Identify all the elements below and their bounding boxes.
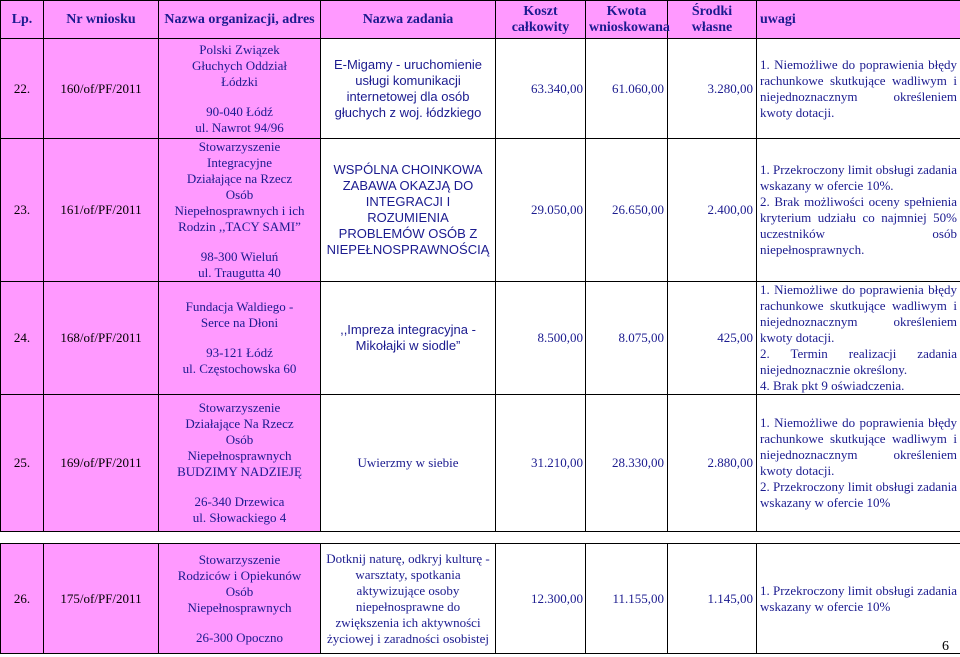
row-requested: 8.075,00: [586, 282, 668, 395]
header-requested: Kwota wnioskowana: [586, 1, 668, 39]
org-line: BUDZIMY NADZIEJĘ: [177, 464, 302, 479]
header-remarks: uwagi: [757, 1, 960, 39]
row-nr: 168/of/PF/2011: [44, 282, 159, 395]
org-line: Działające na Rzecz: [186, 171, 293, 186]
remark-line: 1. Niemożliwe do poprawienia błędy rachunkowe skutkujące wadliwym i niejednoznacznym określeniem kwoty dotacji.: [760, 56, 957, 120]
org-line: Fundacja Waldiego -: [185, 299, 294, 314]
row-remarks: [757, 395, 960, 532]
page-number: 6: [942, 639, 949, 654]
remark-line: 2. Brak możliwości oceny spełnienia kryterium udziału co najmniej 50% uczestników osób niepełnosprawnych.: [760, 194, 957, 257]
table-row: [1, 39, 960, 139]
row-nr: 175/of/PF/2011: [44, 544, 159, 654]
addr-line: ul. Częstochowska 60: [182, 361, 297, 376]
table-row: [1, 139, 960, 282]
row-org: [159, 39, 321, 139]
addr-line: ul. Traugutta 40: [198, 265, 281, 280]
table-row: [1, 544, 960, 654]
addr-line: 26-300 Opoczno: [195, 629, 283, 645]
header-org: Nazwa organizacji, adres: [159, 1, 321, 39]
org-line: Integracyjne: [207, 155, 272, 170]
org-line: Niepełnosprawnych i ich: [174, 203, 305, 218]
row-remarks: [757, 39, 960, 139]
addr-line: 90-040 Łódź: [206, 103, 273, 119]
row-task: E-Migamy - uruchomienie usługi komunikacji internetowej dla osób głuchych z woj. łódzkiego: [321, 39, 496, 139]
row-task: WSPÓLNA CHOINKOWA ZABAWA OKAZJĄ DO INTEGRACJI I ROZUMIENIA PROBLEMÓW OSÓB Z NIEPEŁNOSPRAWNOŚCIĄ: [321, 139, 496, 282]
row-remarks: [757, 139, 960, 282]
remark-line: 1. Niemożliwe do poprawienia błędy rachunkowe skutkujące wadliwym i niejednoznacznym określeniem kwoty dotacji.: [760, 415, 957, 478]
row-task: ,,Impreza integracyjna - Mikołajki w siodle”: [321, 282, 496, 395]
org-line: Niepełnosprawnych: [187, 599, 292, 615]
addr-line: ul. Nawrot 94/96: [195, 119, 284, 135]
row-task: Dotknij naturę, odkryj kulturę - warsztaty, spotkania aktywizujące osoby niepełnosprawne do zwiększenia ich aktywności życiowej i zaradności osobistej: [321, 544, 496, 654]
row-lp: 25.: [1, 395, 44, 532]
row-org: [159, 139, 321, 282]
header-total: Koszt całkowity: [496, 1, 586, 39]
row-total: 63.340,00: [496, 39, 586, 139]
org-line: Łódzki: [221, 73, 258, 89]
remark-line: 2. Termin realizacji zadania niejednoznacznie określony.: [760, 346, 957, 377]
row-lp: 23.: [1, 139, 44, 282]
org-line: Stowarzyszenie: [198, 139, 281, 154]
row-own: 2.880,00: [668, 395, 757, 532]
row-lp: 22.: [1, 39, 44, 139]
row-org: [159, 282, 321, 395]
row-remarks: [757, 282, 960, 395]
org-line: Głuchych Oddział: [192, 57, 287, 73]
addr-line: 98-300 Wieluń: [200, 249, 279, 264]
table-row: [1, 282, 960, 395]
org-line: Osób: [225, 432, 254, 447]
header-task: Nazwa zadania: [321, 1, 496, 39]
org-line: Osób: [225, 583, 254, 599]
row-own: 2.400,00: [668, 139, 757, 282]
remark-line: 1. Przekroczony limit obsługi zadania wskazany w ofercie 10%.: [760, 162, 957, 193]
org-line: Działające Na Rzecz: [185, 416, 294, 431]
row-nr: 169/of/PF/2011: [44, 395, 159, 532]
header-own: Środki własne: [668, 1, 757, 39]
row-lp: 24.: [1, 282, 44, 395]
row-total: 29.050,00: [496, 139, 586, 282]
row-total: 12.300,00: [496, 544, 586, 654]
table-row: [1, 395, 960, 532]
row-task: Uwierzmy w siebie: [321, 395, 496, 532]
row-requested: 28.330,00: [586, 395, 668, 532]
row-requested: 61.060,00: [586, 39, 668, 139]
row-remarks: [757, 544, 960, 654]
row-requested: 11.155,00: [586, 544, 668, 654]
org-line: Serce na Dłoni: [200, 315, 279, 330]
table-gap: [1, 532, 960, 544]
row-own: 1.145,00: [668, 544, 757, 654]
row-own: 3.280,00: [668, 39, 757, 139]
org-line: Stowarzyszenie: [198, 400, 281, 415]
org-line: Stowarzyszenie: [198, 551, 281, 567]
row-nr: 161/of/PF/2011: [44, 139, 159, 282]
header-lp: Lp.: [1, 1, 44, 39]
remark-line: 4. Brak pkt 9 oświadczenia.: [760, 378, 905, 393]
row-nr: 160/of/PF/2011: [44, 39, 159, 139]
org-line: Polski Związek: [199, 41, 280, 57]
header-row: [1, 1, 960, 39]
row-total: 31.210,00: [496, 395, 586, 532]
header-nr: Nr wniosku: [44, 1, 159, 39]
org-line: Osób: [225, 187, 254, 202]
row-lp: 26.: [1, 544, 44, 654]
addr-line: 26-340 Drzewica: [194, 494, 285, 509]
row-org: [159, 544, 321, 654]
remark-line: 1. Przekroczony limit obsługi zadania wskazany w ofercie 10%: [760, 582, 957, 614]
row-org: [159, 395, 321, 532]
remark-line: 2. Przekroczony limit obsługi zadania wskazany w ofercie 10%: [760, 479, 957, 510]
addr-line: ul. Słowackiego 4: [192, 510, 287, 525]
row-requested: 26.650,00: [586, 139, 668, 282]
row-own: 425,00: [668, 282, 757, 395]
remark-line: 1. Niemożliwe do poprawienia błędy rachunkowe skutkujące wadliwym i niejednoznacznym określeniem kwoty dotacji.: [760, 282, 957, 345]
org-line: Niepełnosprawnych: [187, 448, 292, 463]
row-total: 8.500,00: [496, 282, 586, 395]
org-line: Rodziców i Opiekunów: [177, 567, 302, 583]
addr-line: 93-121 Łódź: [206, 345, 273, 360]
org-line: Rodzin ,,TACY SAMI”: [178, 219, 301, 234]
